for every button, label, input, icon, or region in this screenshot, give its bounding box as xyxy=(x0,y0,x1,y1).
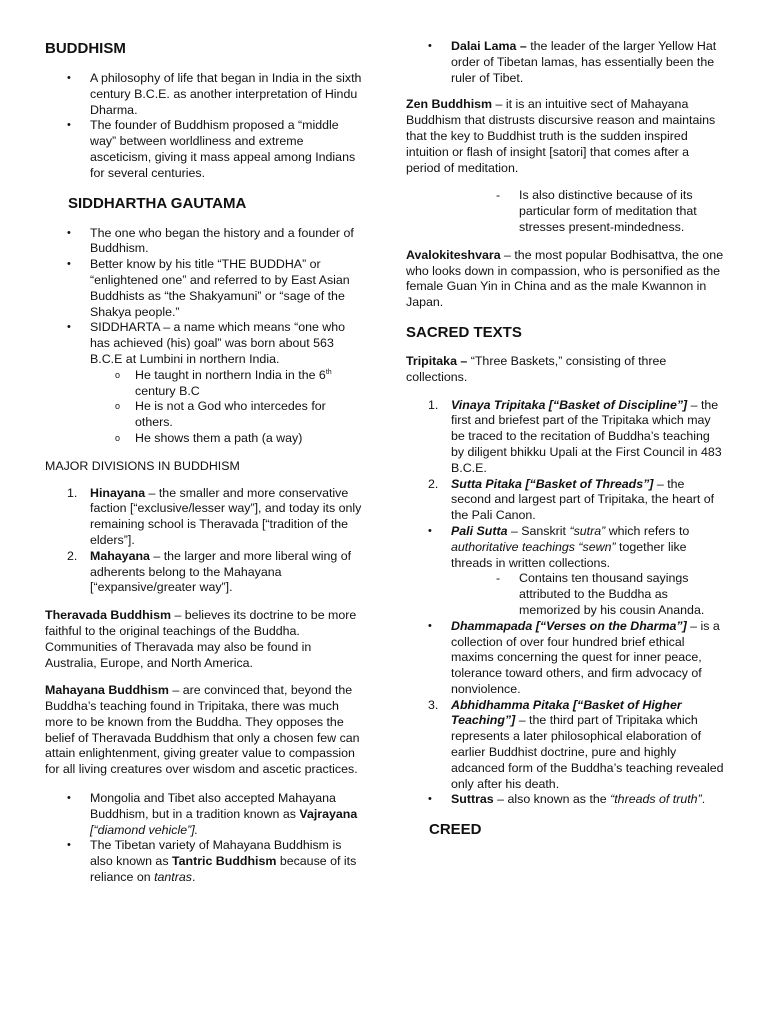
term: Zen Buddhism xyxy=(406,97,493,112)
term: Hinayana xyxy=(90,485,146,500)
list-item xyxy=(45,791,363,838)
divisions-list xyxy=(45,486,363,597)
text: The Tibetan variety of Mahayana Buddhism is also known as xyxy=(90,838,342,869)
mahayana-list xyxy=(45,791,363,886)
definition: – the smaller and more conservative faction [“exclusive/lesser way”], and today its only remaining school is Theravada [“tradition of the elders”]. xyxy=(90,485,362,547)
text: – also known as the xyxy=(493,792,611,807)
text: together like threads in written collections. xyxy=(451,539,687,570)
sublist-item: o He shows them a path (a way) xyxy=(45,431,363,447)
definition: “Three Baskets,” consisting of three collections. xyxy=(406,353,667,384)
term: Pali Sutta xyxy=(451,523,508,538)
term: Vajrayana xyxy=(299,806,358,821)
definition: – the larger and more liberal wing of adherents belong to the Mahayana [“expansive/greater way”]. xyxy=(90,548,352,595)
definition: – the second and largest part of Tripitaka, the heart of the Pali Canon. xyxy=(451,476,715,523)
list-number: 2. xyxy=(428,476,439,491)
abhidhamma-list xyxy=(406,698,724,793)
avalokiteshvara-paragraph xyxy=(406,248,724,311)
term: Mahayana Buddhism xyxy=(45,683,169,698)
list-item xyxy=(406,619,724,698)
list-item: • The founder of Buddhism proposed a “middle way” between worldliness and extreme asceticism, giving it mass appeal among Indians for several centuries. xyxy=(45,118,363,181)
text: because of its reliance on xyxy=(90,854,357,885)
list-number: 1. xyxy=(428,397,439,412)
term: Avalokiteshvara xyxy=(406,247,501,262)
italic-text: [“diamond vehicle”]. xyxy=(90,822,199,837)
list-item: • A philosophy of life that began in India in the sixth century B.C.E. as another interpretation of Hindu Dharma. xyxy=(45,71,363,118)
dalai-list xyxy=(406,39,724,86)
dhammapada-list xyxy=(406,619,724,698)
term: Tripitaka – xyxy=(406,353,468,368)
definition: – are convinced that, beyond the Buddha’s teaching found in Tripitaka, there was much more to be known from the Buddha. They opposes the belief of Theravada Buddhism that only a chosen few can attain enlightenment, giving greater value to compassion for all living creatures over wisdom and ascetic practices. xyxy=(45,683,360,777)
zen-dash-item: - Is also distinctive because of its particular form of meditation that stresses present-mindedness. xyxy=(406,188,724,235)
buddhism-list xyxy=(45,71,363,182)
suttras-list xyxy=(406,792,724,808)
heading-sacred-texts: SACRED TEXTS xyxy=(406,323,522,341)
italic-text: “sutra” xyxy=(569,523,606,538)
term: Suttras xyxy=(451,792,494,807)
list-number: 1. xyxy=(67,485,78,500)
tripitaka-list xyxy=(406,398,724,524)
sublist-text: He taught in northern India in the 6 xyxy=(135,367,326,382)
sublist-text: century B.C xyxy=(135,383,200,398)
text: . xyxy=(701,792,706,807)
list-item: • Better know by his title “THE BUDDHA” or “enlightened one” and referred to by East Asian Buddhists as “the Shakyamuni” or “sage of the Shakya people.” xyxy=(45,257,363,320)
heading-buddhism: BUDDHISM xyxy=(45,40,126,57)
text: which refers to xyxy=(605,523,690,538)
sublist-item: o He is not a God who intercedes for others. xyxy=(45,399,363,431)
list-item: • The one who began the history and a founder of Buddhism. xyxy=(45,226,363,258)
tripitaka-paragraph xyxy=(406,354,724,386)
definition: – the third part of Tripitaka which represents a later philosophical elaboration of earlier Buddhist doctrine, pure and highly adcanced form of the Buddha’s teaching revealed only after his death. xyxy=(451,713,724,791)
italic-text: “threads of truth” xyxy=(610,792,702,807)
list-number: 3. xyxy=(428,697,439,712)
right-column xyxy=(406,0,724,839)
superscript: th xyxy=(325,368,332,376)
list-item xyxy=(406,698,724,793)
definition: – believes its doctrine to be more faithful to the original teachings of the Buddha. Communities of Theravada may also be found in Australia, Europe, and North America. xyxy=(45,608,357,670)
definition: – is a collection of over four hundred brief ethical maxims concerning the quest for inner peace, tolerance toward others, and firm advocacy of nonviolence. xyxy=(451,618,720,696)
term: Theravada Buddhism xyxy=(45,608,171,623)
major-divisions-title: MAJOR DIVISIONS IN BUDDHISM xyxy=(45,458,240,473)
list-item xyxy=(45,320,363,446)
text: Mongolia and Tibet also accepted Mahayana Buddhism, but in a tradition known as xyxy=(90,791,336,821)
mahayana-paragraph xyxy=(45,683,363,778)
term: Dalai Lama – xyxy=(451,39,527,53)
term: Abhidhamma Pitaka [“Basket of Higher Teaching”] xyxy=(451,697,682,728)
list-item xyxy=(45,838,363,885)
list-item xyxy=(406,477,724,524)
term: Tantric Buddhism xyxy=(171,854,277,869)
sutta-list xyxy=(406,524,724,571)
list-item xyxy=(45,486,363,549)
pali-dash-item: - Contains ten thousand sayings attributed to the Buddha as memorized by his cousin Ananda. xyxy=(406,571,724,618)
text: – Sanskrit xyxy=(507,523,570,538)
sublist-item xyxy=(45,368,363,400)
list-item xyxy=(406,524,724,571)
theravada-paragraph xyxy=(45,608,363,671)
list-item xyxy=(406,398,724,477)
definition: the leader of the larger Yellow Hat order of Tibetan lamas, has essentially been the ruler of Tibet. xyxy=(451,39,717,85)
definition: – the first and briefest part of the Tripitaka which may be traced to the recitation of Buddha’s teaching by diligent bhikku Upali at the First Council in 483 B.C.E. xyxy=(451,397,722,475)
definition: – it is an intuitive sect of Mahayana Buddhism that distrusts discursive reason and maintains that the key to Buddhist truth is the sudden inspired intuition or flash of insight [satori] that comes after a period of meditation. xyxy=(406,97,716,175)
list-item-text: SIDDHARTA – a name which means “one who has achieved (his) goal” was born about 563 B.C.E at Lumbini in northern India. xyxy=(90,320,346,366)
heading-siddhartha: SIDDHARTHA GAUTAMA xyxy=(68,194,247,212)
term: Mahayana xyxy=(90,548,150,563)
list-number: 2. xyxy=(67,548,78,563)
term: Vinaya Tripitaka [“Basket of Discipline”] xyxy=(451,397,688,412)
italic-text: authoritative teachings “sewn” xyxy=(451,539,616,554)
left-column xyxy=(45,0,363,886)
zen-paragraph xyxy=(406,97,724,176)
list-item xyxy=(406,39,724,86)
sublist xyxy=(90,368,363,447)
list-item xyxy=(45,549,363,596)
term: Dhammapada [“Verses on the Dharma”] xyxy=(451,618,687,633)
heading-creed: CREED xyxy=(429,821,482,839)
term: Sutta Pitaka [“Basket of Threads”] xyxy=(451,476,654,491)
siddhartha-list xyxy=(45,226,363,447)
text: . xyxy=(191,870,196,885)
italic-text: tantras xyxy=(154,870,192,885)
definition: – the most popular Bodhisattva, the one who looks down in compassion, who is personified as the female Guan Yin in China and as the male Kwannon in Japan. xyxy=(406,247,724,310)
list-item xyxy=(406,792,724,808)
